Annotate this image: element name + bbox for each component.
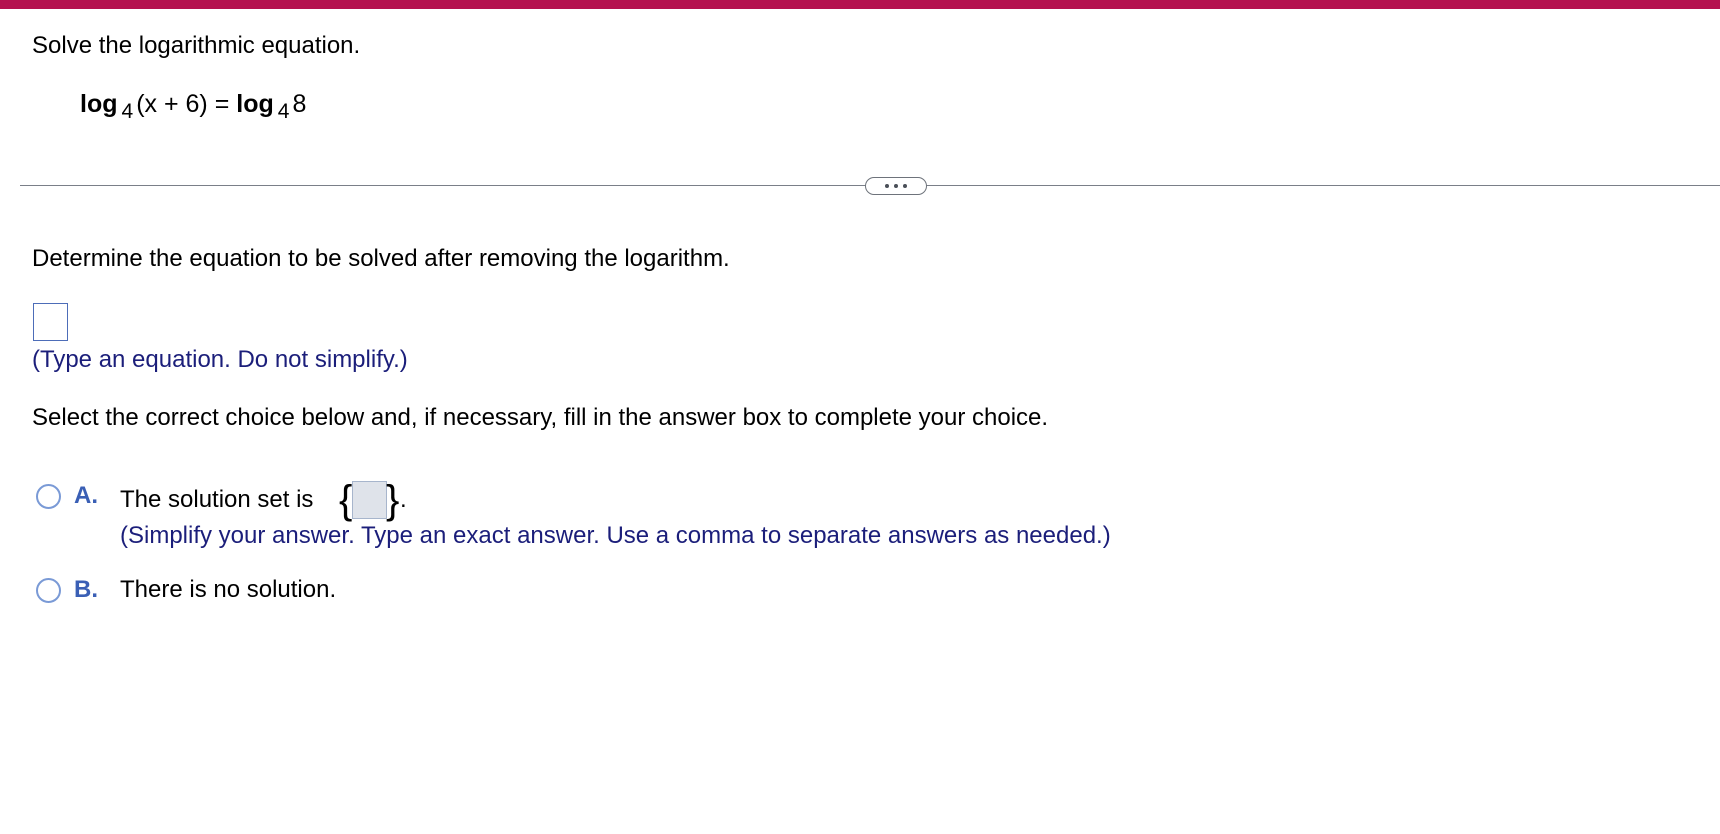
equation-hint: (Type an equation. Do not simplify.) — [32, 346, 408, 373]
question-prompt: Solve the logarithmic equation. — [32, 32, 361, 59]
choice-prompt: Select the correct choice below and, if necessary, fill in the answer box to complete your choice. — [32, 404, 1049, 431]
more-dot-icon — [885, 184, 889, 188]
step-instruction: Determine the equation to be solved after removing the logarithm. — [32, 245, 730, 272]
log-equation — [80, 88, 306, 122]
choice-a-letter: A. — [74, 482, 98, 509]
more-dot-icon — [894, 184, 898, 188]
choice-b-radio[interactable] — [36, 578, 61, 603]
choice-b-letter: B. — [74, 576, 98, 603]
choice-a-period: . — [400, 486, 407, 513]
choice-a-radio[interactable] — [36, 484, 61, 509]
rhs-log-base: 4 — [277, 100, 290, 123]
choice-a-text: The solution set is — [120, 486, 314, 513]
lhs-argument: (x + 6) — [136, 90, 208, 118]
rhs-argument: 8 — [292, 90, 307, 118]
equation-answer-box[interactable] — [33, 303, 68, 341]
lhs-log-base: 4 — [121, 100, 134, 123]
more-dot-icon — [903, 184, 907, 188]
solution-set-input[interactable] — [352, 481, 387, 519]
choice-a-open-brace: { — [339, 478, 353, 522]
choice-b-text: There is no solution. — [120, 576, 337, 603]
top-accent-bar — [0, 0, 1720, 9]
equals-sign: = — [214, 90, 230, 118]
choice-a-close-brace: } — [386, 478, 400, 522]
lhs-log: log — [80, 90, 118, 118]
rhs-log: log — [236, 90, 274, 118]
choice-a-hint: (Simplify your answer. Type an exact answer. Use a comma to separate answers as needed.) — [120, 522, 1111, 549]
expand-more-button[interactable] — [865, 177, 927, 195]
